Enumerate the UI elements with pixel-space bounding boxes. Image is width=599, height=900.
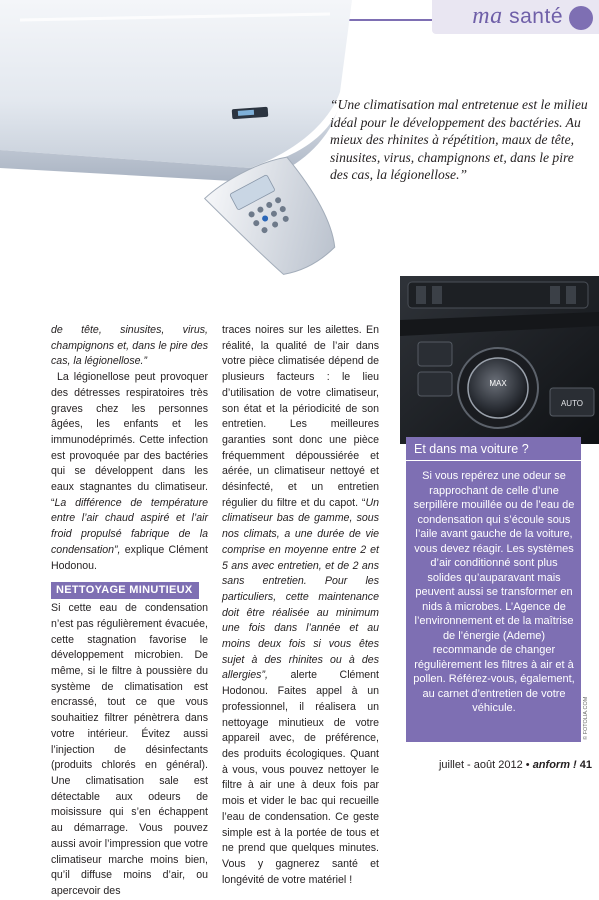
page-footer: [380, 759, 592, 771]
article-column-2: [222, 323, 379, 888]
col1-paragraph-2: La légionellose peut provoquer des détresses respiratoires très graves chez les personnes âgées, les enfants et les immunodéprimés. Cette infection est provoquée par des bactéries qui se développent dans les eaux stagnantes du climatiseur. “: [51, 371, 208, 509]
section-prefix: ma: [472, 3, 503, 29]
article-column-1: [51, 323, 208, 900]
sidebar-title: Et dans ma voiture ?: [406, 437, 581, 461]
section-name: santé: [509, 5, 563, 28]
footer-brand: anform !: [532, 759, 577, 771]
col2-paragraph-1-end: alerte Clément Hodonou. Faites appel à un professionnel, il réalisera un nettoyage minutieux de votre appareil avec, de préférence, des produits écologiques. Quant à vous, vous pouvez nettoyer le filtre à air une à deux fois par mois et vider le bac qui recueille l’eau de condensation. Ce geste simple est à la portée de tous et ne prend que quelques minutes. Vous y gagnerez santé et longévité de votre matériel !: [222, 669, 379, 886]
sidebar-box: [406, 437, 581, 742]
car-dashboard-photo: [400, 276, 599, 444]
photo-credit: © FOTOLIA.COM: [583, 696, 589, 740]
subheading: NETTOYAGE MINUTIEUX: [51, 582, 199, 599]
page-number: 41: [579, 759, 592, 771]
col2-paragraph-1: traces noires sur les ailettes. En réalité, la qualité de l’air dans votre pièce climatisée dépend de plusieurs facteurs : le lieu d’utilisation de votre climatiseur, son état et la périodicité de son entretien. Les meilleures garanties sont donc une pièce fréquemment dépoussiérée et aérée, un climatiseur nettoyé et désinfecté, et un entretien régulier du filtre et du capot. “: [222, 324, 379, 509]
col1-lead-italic: de tête, sinusites, virus, champignons et, dans le pire des cas, la légionellose.”: [51, 324, 208, 368]
auto-button-label: AUTO: [560, 399, 584, 408]
footer-date: juillet - août 2012 •: [438, 759, 530, 771]
section-dot: [569, 6, 593, 30]
section-tag: [432, 0, 599, 34]
col1-quote-italic: La différence de température entre l’air chaud aspiré et l’air froid propulsé fabrique de la condensation”,: [51, 496, 208, 556]
pull-quote: “Une climatisation mal entretenue est le milieu idéal pour le développement des bactéries. Au mieux des rhinites à répétition, maux de tête, sinusites, virus, champignons et, dans le pire des cas, la légionellose.”: [330, 97, 588, 182]
sidebar-body: Si vous repérez une odeur se rapprochant de celle d’une serpillère mouillée ou de l’eau de condensation qui s’écoule sous l’aile avant gauche de la voiture, vous devez réagir. Les systèmes d’air conditionné sont plus solides qu’auparavant mais peuvent aussi se transformer en nids à microbes. L’Agence de l’environnement et de la maîtrise de l’énergie (Ademe) recommande de changer régulièrement les filtres à air et à pollen. Référez-vous, également, au carnet d’entretien de votre véhicule.: [413, 470, 575, 714]
knob-label: MAX: [489, 379, 507, 388]
col1-paragraph-3: Si cette eau de condensation n’est pas régulièrement évacuée, cette stagnation favorise le développement microbien. De même, si le filtre à poussière du système de climatisation est encrassé, tout ce que vous souhaitiez filtrer pénètrera dans votre intérieur. Évitez aussi l’injection de désinfectants (produits chlorés en général). Une climatisation sale est détectable aux odeurs de moisissure qui s’en échappent au démarrage. Vous pouvez aussi avoir l’impression que votre climatiseur marche moins bien, qu’il diffuse moins d’air, ou apercevoir des: [51, 602, 208, 897]
col2-quote-italic: Un climatiseur bas de gamme, sous nos climats, a une durée de vie comprise en moyenne entre 2 et 5 ans avec entretien, et de 2 ans sans entretien. Pour les particuliers, cette maintenance doit être réalisée au minimum une fois dans l’année et au moins deux fois si vous êtes sujet à des rhinites ou à des allergies”,: [222, 496, 379, 682]
col1-paragraph-2-end: explique Clément Hodonou.: [51, 543, 208, 572]
